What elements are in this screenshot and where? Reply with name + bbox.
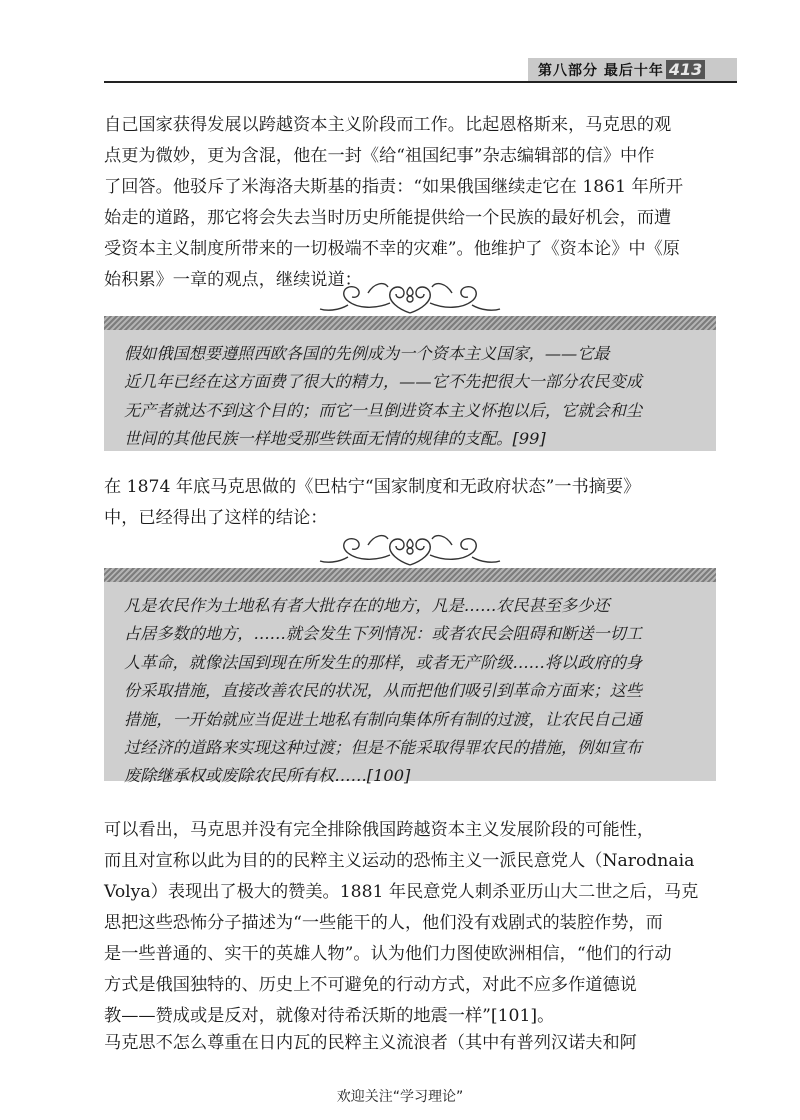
quote-stripe: [104, 316, 716, 330]
header-rule: [104, 81, 737, 83]
scroll-ornament-icon: [318, 531, 502, 571]
page-number: 413: [666, 60, 705, 79]
quote-text-1: 假如俄国想要遵照西欧各国的先例成为一个资本主义国家，——它最 近几年已经在这方面费了很大的精力，——它不先把很大一部分农民变成 无产者就达不到这个目的；而它一旦倒进资本主义怀抱以后，它就会和尘 世间的其他民族一样地受那些铁面无情的规律的支配。[99]: [124, 344, 642, 449]
paragraph-1: 自己国家获得发展以跨越资本主义阶段而工作。比起恩格斯来，马克思的观 点更为微妙，更为含混，他在一封《给“祖国纪事”杂志编辑部的信》中作 了回答。他驳斥了米海洛夫斯基的指责：“如果俄国继续走它在 1861 年所开 始走的道路，那它将会失去当时历史所能提供给一个民族的最好机会，而遭 受资本主义制度所带来的一切极端不幸的灾难”。他维护了《资本论》中《原 始积累》一章的观点，继续说道：: [104, 115, 684, 290]
paragraph-4: 马克思不怎么尊重在日内瓦的民粹主义流浪者（其中有普列汉诺夫和阿: [104, 1033, 637, 1053]
page-footer: 欢迎关注“学习理论”: [336, 1089, 464, 1105]
part-title: 第八部分 最后十年: [538, 62, 664, 79]
paragraph-3: 可以看出，马克思并没有完全排除俄国跨越资本主义发展阶段的可能性， 而且对宣称以此为目的的民粹主义运动的恐怖主义一派民意党人（Narodnaia Volya）表现出了极大的赞美。1881 年民意党人刺杀亚历山大二世之后，马克 思把这些恐怖分子描述为“一些能干的人，他们没有戏剧式的装腔作势，而 是一些普通的、实干的英雄人物”。认为他们力图使欧洲相信，“他们的行动 方式是俄国独特的、历史上不可避免的行动方式，对此不应多作道德说 教——赞成或是反对，就像对待希沃斯的地震一样”[101]。: [104, 820, 699, 1026]
quote-text-2: 凡是农民作为土地私有者大批存在的地方，凡是……农民甚至多少还 占居多数的地方，……就会发生下列情况：或者农民会阻碍和断送一切工 人革命，就像法国到现在所发生的那样，或者无产阶级……将以政府的身 份采取措施，直接改善农民的状况，从而把他们吸引到革命方面来；这些 措施，一开始就应当促进土地私有制向集体所有制的过渡，让农民自己通 过经济的道路来实现这种过渡；但是不能采取得罪农民的措施，例如宣布 废除继承权或废除农民所有权……[100]: [124, 596, 642, 786]
running-header: [528, 58, 737, 81]
paragraph-2: 在 1874 年底马克思做的《巴枯宁“国家制度和无政府状态”一书摘要》 中，已经得出了这样的结论：: [104, 477, 641, 528]
block-quote-1: [104, 316, 716, 451]
block-quote-2: [104, 568, 716, 786]
scroll-ornament-icon: [318, 279, 502, 319]
quote-stripe: [104, 568, 716, 582]
